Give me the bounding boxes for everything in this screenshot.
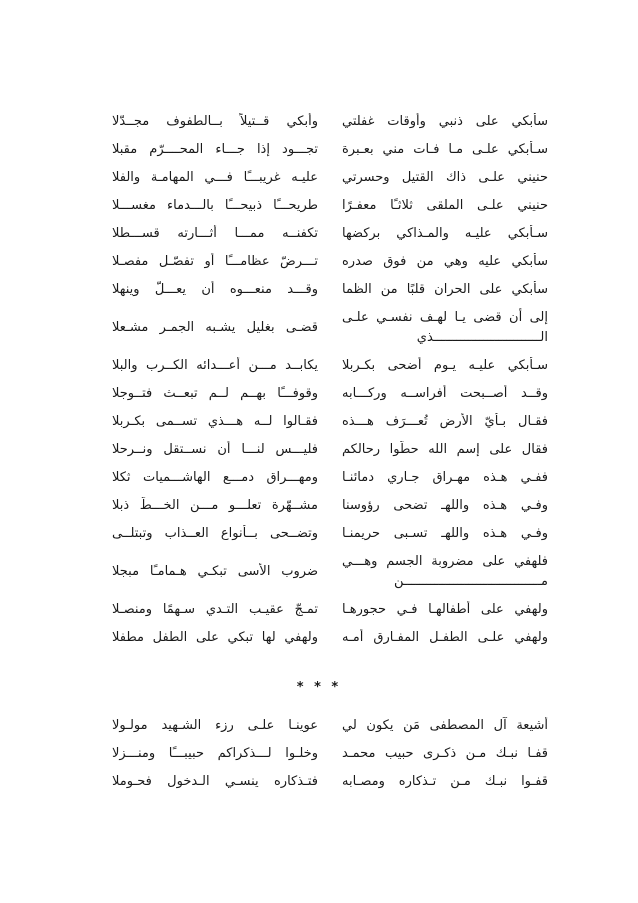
verse-second-hemistich: عوينـا علـى رزء الشـهيد مولـولا bbox=[112, 718, 318, 733]
verse-first-hemistich: سـأبكي عليـه والمـذاكي بركضها bbox=[342, 226, 548, 241]
verse-first-hemistich: وقــد أصــبحت أفراســه وركـــابه bbox=[342, 386, 548, 401]
verse-second-hemistich: فقـالوا لــه هـــذي تســمى بكـربلا bbox=[112, 414, 318, 429]
verse-line bbox=[112, 380, 548, 408]
verse-first-hemistich: حنيني علـى الملقى ثلاثـًا معفـرًا bbox=[342, 198, 548, 213]
verse-second-hemistich: مشــهّرة تعلـــو مـــن الخـــطّ ذبلا bbox=[112, 498, 318, 513]
verse-line bbox=[112, 408, 548, 436]
verse-second-hemistich: وخلـوا لـــذكراكم حبيبـــًا ومنـــزلا bbox=[112, 746, 318, 761]
verse-first-hemistich: قفـوا نبـك مـن تـذكاره ومصـابه bbox=[342, 774, 548, 789]
verse-second-hemistich: وقوفـــًا بهــم لــم تبعــث فتــوجلا bbox=[112, 386, 318, 401]
verse-first-hemistich: أشيعة آل المصطفى مَن يكون لي bbox=[342, 718, 548, 733]
verse-line bbox=[112, 108, 548, 136]
verse-second-hemistich: تكفنــه ممـــا أثـــارته قســـطلا bbox=[112, 226, 318, 241]
verse-line bbox=[112, 520, 548, 548]
verse-line bbox=[112, 768, 548, 796]
verse-line bbox=[112, 276, 548, 304]
verse-line bbox=[112, 192, 548, 220]
verse-line bbox=[112, 740, 548, 768]
verse-first-hemistich: سأبكي على ذنبي وأوقات غفلتي bbox=[342, 114, 548, 129]
verse-second-hemistich: فليـــس لنـــا أن نســتقل ونــرحلا bbox=[112, 442, 318, 457]
verse-second-hemistich: تـــرضّ عظامـــًا أو تفصّـل مفصـلا bbox=[112, 254, 318, 269]
verse-first-hemistich: حنيني علـى ذاك القتيل وحسرتي bbox=[342, 170, 548, 185]
verse-first-hemistich: ولهفي على أطفالهـا فـي حجورهـا bbox=[342, 602, 548, 617]
verse-first-hemistich: فلهفي على مضروبة الجسم وهـــي مــــــــــــــــــــــــــــــــــــن bbox=[342, 554, 548, 589]
verse-line bbox=[112, 164, 548, 192]
verse-line bbox=[112, 464, 548, 492]
verse-first-hemistich: وفـي هـذه واللهـ تضحى رؤوسنا bbox=[342, 498, 548, 513]
verse-first-hemistich: فقـال بـأيّ الأرض تُعـــرَف هـــذه bbox=[342, 414, 548, 429]
verse-first-hemistich: إلى أن قضى يـا لهـف نفسـي علـى الــــــــــــــــــــــــــــذي bbox=[342, 310, 548, 345]
verse-line bbox=[112, 596, 548, 624]
verse-first-hemistich: قفـا نبـك مـن ذكـرى حبيب محمـد bbox=[342, 746, 548, 761]
verse-first-hemistich: سأبكي عليه وهي من فوق صدره bbox=[342, 254, 548, 269]
verse-second-hemistich: وتضــحى بــأنواع العــذاب وتبتلــى bbox=[112, 526, 318, 541]
verse-line bbox=[112, 304, 548, 352]
verse-second-hemistich: ولهفي لها تبكي على الطفل مطفلا bbox=[112, 630, 318, 645]
verse-line bbox=[112, 436, 548, 464]
verse-second-hemistich: طريحـــًا ذبيحـــًا بالـــدماء مغســـلا bbox=[112, 198, 318, 213]
verse-line bbox=[112, 136, 548, 164]
verse-line bbox=[112, 352, 548, 380]
verse-second-hemistich: وأبكي قــتيلاً بــالطفوف مجــدّلا bbox=[112, 114, 318, 129]
section-separator: * * * bbox=[296, 680, 342, 695]
verse-first-hemistich: فقال على إسم الله حطّوا رحالكم bbox=[342, 442, 548, 457]
poem-tail bbox=[112, 712, 548, 796]
verse-line bbox=[112, 220, 548, 248]
verse-first-hemistich: سأبكي على الحران قلبًا من الظما bbox=[342, 282, 548, 297]
verse-second-hemistich: فتـذكاره ينسـي الـدخول فحـوملا bbox=[112, 774, 318, 789]
verse-second-hemistich: يكابــد مـــن أعـــدائه الكــرب والبلا bbox=[112, 358, 318, 373]
verse-first-hemistich: سـأبكي علـى مـا فـات مني بعـبرة bbox=[342, 142, 548, 157]
verse-first-hemistich: ولهفي علـى الطفـل المفـارق أمـه bbox=[342, 630, 548, 645]
verse-line bbox=[112, 548, 548, 596]
verse-second-hemistich: تجـــود إذا جـــاء المحــــرّم مقبلا bbox=[112, 142, 318, 157]
verse-second-hemistich: ومهـــراق دمـــع الهاشـــميات ثكلا bbox=[112, 470, 318, 485]
poem-main bbox=[112, 108, 548, 652]
verse-line bbox=[112, 492, 548, 520]
verse-first-hemistich: ففـي هـذه مهـراق جـاري دمائنـا bbox=[342, 470, 548, 485]
verse-second-hemistich: وقـــد منعـــوه أن يعـــلّ وينهلا bbox=[112, 282, 318, 297]
verse-line bbox=[112, 712, 548, 740]
verse-first-hemistich: وفـي هـذه واللهـ تسـبى حريمنـا bbox=[342, 526, 548, 541]
verse-line bbox=[112, 248, 548, 276]
verse-second-hemistich: عليـه غريبـــًا فـــي المهامـة والفلا bbox=[112, 170, 318, 185]
verse-second-hemistich: قضـى بغليل يشـبه الجمـر مشـعلا bbox=[112, 320, 318, 335]
verse-line bbox=[112, 624, 548, 652]
verse-first-hemistich: سـأبكي عليـه يـوم أضحى بكـربلا bbox=[342, 358, 548, 373]
verse-second-hemistich: تمـجّ عقيـب التـدي سـهمًا ومنصـلا bbox=[112, 602, 318, 617]
verse-second-hemistich: ضروب الأسى تبكـي هـمامـًا مبجلا bbox=[112, 564, 318, 579]
